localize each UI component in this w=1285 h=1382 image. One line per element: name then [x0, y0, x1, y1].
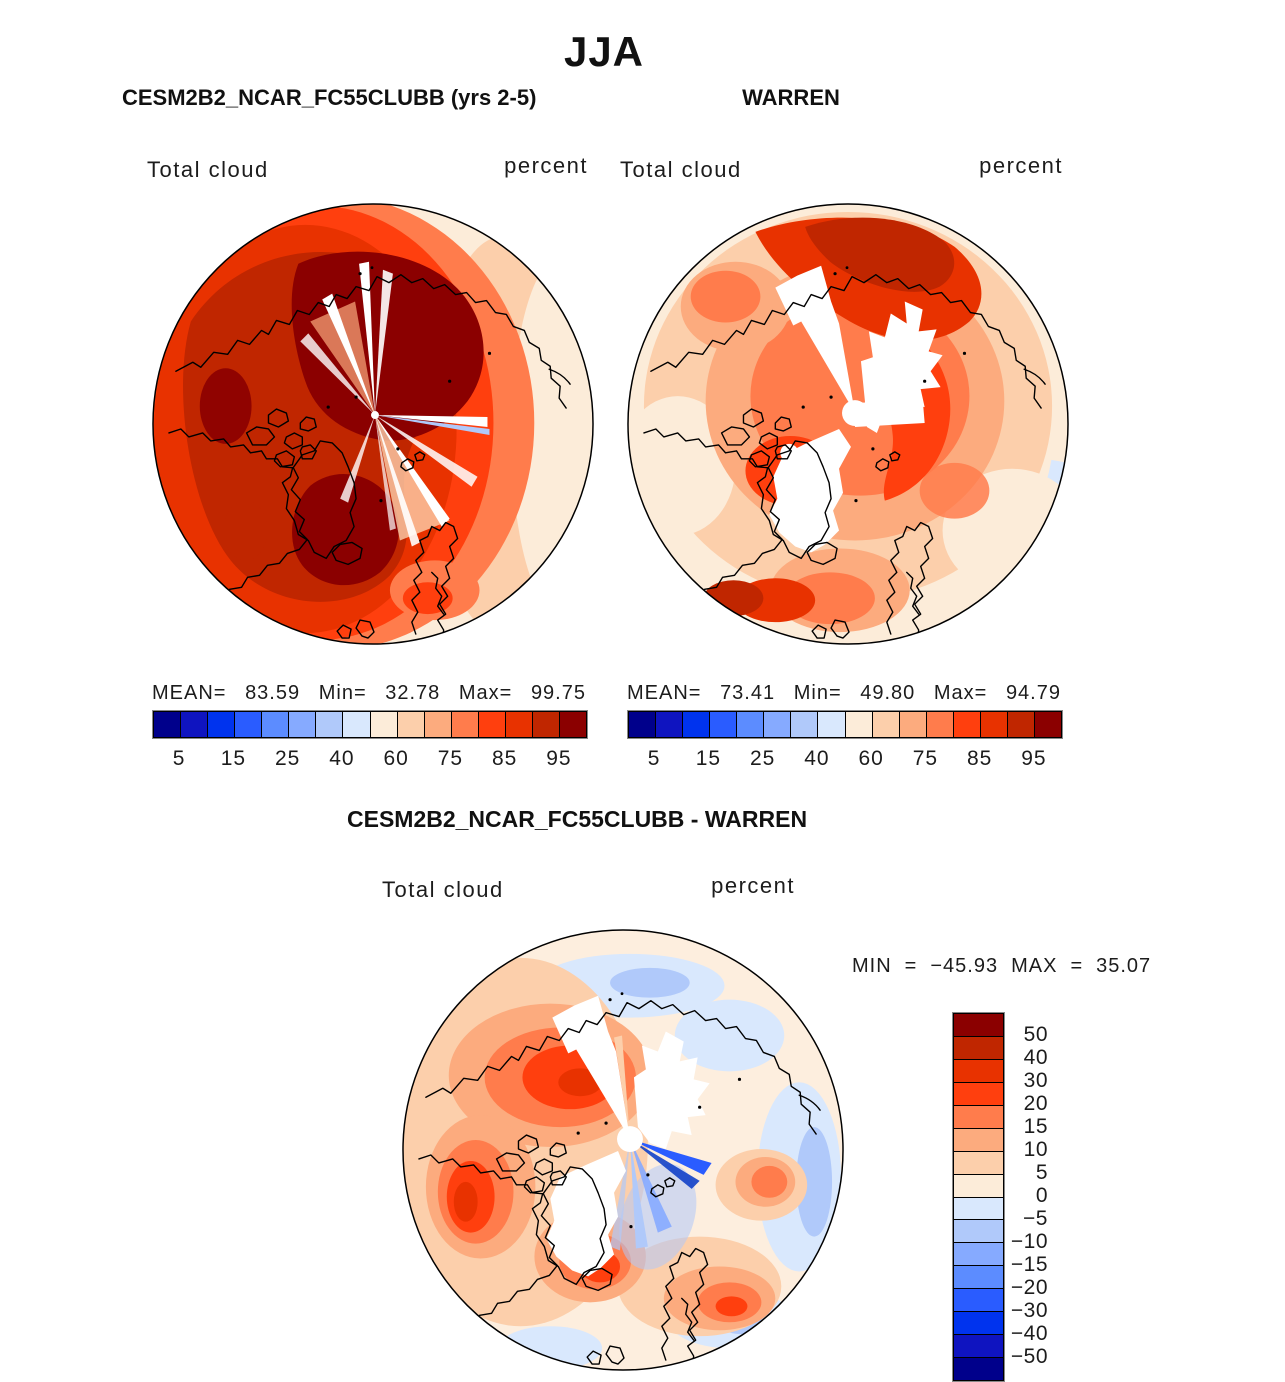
colorbar-tick-label: 5: [172, 747, 186, 770]
colorbar-cell: [790, 711, 818, 738]
colorbar-tick-label: 15: [695, 747, 722, 770]
colorbar-cell: [899, 711, 927, 738]
diff-colorbar-cells: [953, 1013, 1004, 1381]
obs-colorbar-ticks: [627, 747, 1061, 773]
colorbar-tick-label: 25: [274, 747, 301, 770]
colorbar-cell: [207, 711, 235, 738]
stat-label: Max=: [458, 682, 513, 704]
stat-value: 94.79: [1005, 682, 1061, 704]
colorbar-cell: [478, 711, 506, 738]
diff-colorbar-cell: [953, 1288, 1004, 1312]
colorbar-tick-label: 95: [546, 747, 572, 770]
diff-colorbar-cell: [953, 1334, 1004, 1358]
diff-colorbar-cell: [953, 1242, 1004, 1266]
colorbar-cell: [655, 711, 683, 738]
stat-label: Max=: [933, 682, 988, 704]
colorbar-cell: [926, 711, 954, 738]
diff-colorbar-cell: [953, 1082, 1004, 1106]
colorbar-tick-label: 85: [491, 747, 518, 770]
colorbar-cell: [872, 711, 900, 738]
colorbar-tick-label: 25: [749, 747, 776, 770]
colorbar-tick-label: 85: [966, 747, 993, 770]
stat-label: MEAN=: [627, 682, 702, 704]
colorbar-cell: [845, 711, 873, 738]
colorbar-cell: [1034, 711, 1062, 738]
stat-label: Min=: [318, 682, 367, 704]
stat-value: 83.59: [245, 682, 301, 704]
diff-field-label: Total cloud: [382, 877, 504, 902]
model-stats-row: [152, 682, 586, 705]
diff-colorbar-label: 30: [1023, 1069, 1048, 1092]
diff-colorbar-cell: [953, 1151, 1004, 1175]
model-map: [151, 202, 595, 646]
colorbar-tick-label: 40: [329, 747, 355, 770]
max-value: 35.07: [1096, 955, 1152, 977]
diff-colorbar-label: 10: [1023, 1138, 1048, 1161]
colorbar-cell: [980, 711, 1008, 738]
model-colorbar: [152, 710, 588, 739]
obs-units-label: percent: [979, 153, 1063, 178]
max-label: MAX: [1011, 955, 1058, 977]
diff-colorbar: [952, 1012, 1005, 1382]
diff-colorbar-cell: [953, 1357, 1004, 1381]
obs-colorbar: [627, 710, 1063, 739]
diff-colorbar-label: −20: [1010, 1276, 1048, 1299]
colorbar-cell: [736, 711, 764, 738]
colorbar-cell: [288, 711, 316, 738]
diff-colorbar-cell: [953, 1036, 1004, 1060]
colorbar-tick-label: 95: [1021, 747, 1047, 770]
diff-colorbar-label: 50: [1023, 1023, 1048, 1046]
colorbar-cell: [397, 711, 425, 738]
diff-colorbar-label: −15: [1010, 1253, 1048, 1276]
colorbar-cell: [234, 711, 262, 738]
diff-colorbar-label: −40: [1010, 1322, 1048, 1345]
stat-label: Min=: [793, 682, 842, 704]
colorbar-cell: [532, 711, 560, 738]
colorbar-tick-label: 15: [220, 747, 247, 770]
stat-value: 99.75: [530, 682, 586, 704]
colorbar-cell: [505, 711, 533, 738]
equals-sign: =: [904, 955, 918, 977]
obs-colorbar-cells: [628, 711, 1062, 738]
diff-colorbar-labels: [1000, 1012, 1048, 1380]
diff-colorbar-label: 5: [1035, 1161, 1048, 1184]
diff-colorbar-label: −50: [1010, 1345, 1048, 1368]
diff-colorbar-label: −10: [1010, 1230, 1048, 1253]
colorbar-cell: [763, 711, 791, 738]
diff-colorbar-label: −5: [1023, 1207, 1048, 1230]
colorbar-tick-label: 75: [912, 747, 939, 770]
colorbar-cell: [370, 711, 398, 738]
obs-field-label: Total cloud: [620, 157, 742, 182]
season-title: JJA: [563, 28, 645, 75]
stat-value: 73.41: [720, 682, 776, 704]
colorbar-tick-label: 75: [437, 747, 464, 770]
colorbar-cell: [559, 711, 587, 738]
diff-colorbar-cell: [953, 1197, 1004, 1221]
min-value: −45.93: [930, 955, 999, 977]
colorbar-cell: [153, 711, 181, 738]
diff-colorbar-label: 40: [1023, 1046, 1048, 1069]
model-field-label: Total cloud: [147, 157, 269, 182]
stat-value: 49.80: [860, 682, 916, 704]
diff-colorbar-cell: [953, 1059, 1004, 1083]
diff-colorbar-label: −30: [1010, 1299, 1048, 1322]
model-colorbar-cells: [153, 711, 587, 738]
colorbar-cell: [180, 711, 208, 738]
diff-colorbar-cell: [953, 1265, 1004, 1289]
diff-colorbar-cell: [953, 1128, 1004, 1152]
diff-colorbar-label: 15: [1023, 1115, 1048, 1138]
obs-panel-title: WARREN: [742, 85, 840, 110]
colorbar-cell: [628, 711, 656, 738]
diff-colorbar-cell: [953, 1311, 1004, 1335]
colorbar-cell: [682, 711, 710, 738]
diff-colorbar-label: 0: [1035, 1184, 1048, 1207]
colorbar-cell: [451, 711, 479, 738]
diff-colorbar-label: 20: [1023, 1092, 1048, 1115]
diff-panel-title: CESM2B2_NCAR_FC55CLUBB - WARREN: [347, 806, 808, 832]
colorbar-tick-label: 60: [383, 747, 409, 770]
colorbar-tick-label: 5: [647, 747, 661, 770]
colorbar-cell: [709, 711, 737, 738]
min-label: MIN: [852, 955, 892, 977]
obs-map: [626, 202, 1070, 646]
colorbar-cell: [1007, 711, 1035, 738]
colorbar-cell: [261, 711, 289, 738]
colorbar-cell: [953, 711, 981, 738]
diff-colorbar-cell: [953, 1174, 1004, 1198]
diff-map: [401, 928, 845, 1372]
colorbar-cell: [342, 711, 370, 738]
colorbar-cell: [315, 711, 343, 738]
diff-colorbar-cell: [953, 1219, 1004, 1243]
stat-value: 32.78: [385, 682, 441, 704]
diff-colorbar-cell: [953, 1105, 1004, 1129]
model-colorbar-ticks: [152, 747, 586, 773]
colorbar-cell: [817, 711, 845, 738]
colorbar-cell: [424, 711, 452, 738]
diff-minmax-row: [852, 955, 1151, 978]
colorbar-tick-label: 60: [858, 747, 884, 770]
diff-units-label: percent: [711, 873, 795, 898]
diff-colorbar-cell: [953, 1013, 1004, 1037]
model-panel-title: CESM2B2_NCAR_FC55CLUBB (yrs 2-5): [122, 85, 537, 110]
model-units-label: percent: [504, 153, 588, 178]
stat-label: MEAN=: [152, 682, 227, 704]
colorbar-tick-label: 40: [804, 747, 830, 770]
equals-sign: =: [1070, 955, 1084, 977]
obs-stats-row: [627, 682, 1061, 705]
